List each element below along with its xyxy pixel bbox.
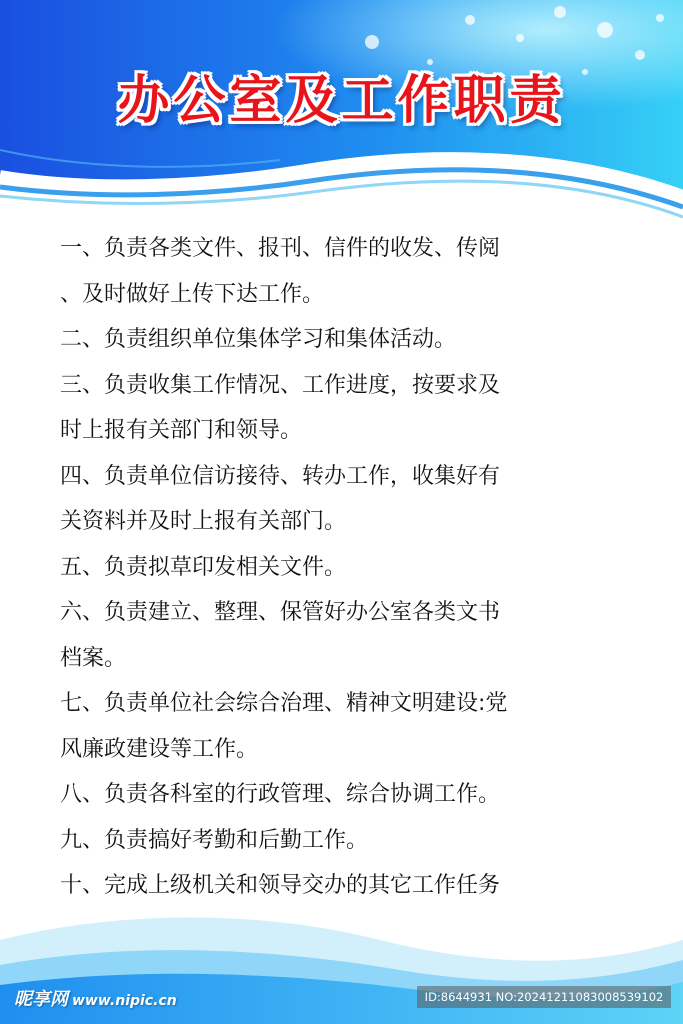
duty-line: 档案。 <box>60 645 127 671</box>
duty-line: 九、负责搞好考勤和后勤工作。 <box>60 827 369 853</box>
duty-line: 四、负责单位信访接待、转办工作，收集好有 <box>60 463 501 489</box>
image-id-badge: ID:8644931 NO:20241211083008539102 <box>417 986 671 1008</box>
watermark-brand: 昵享网 <box>14 989 68 1010</box>
page-title: 办公室及工作职责 <box>117 71 566 131</box>
duty-line: 十、完成上级机关和领导交办的其它工作任务 <box>60 873 501 898</box>
duty-line: 七、负责单位社会综合治理、精神文明建设:党 <box>60 691 508 716</box>
watermark <box>14 985 177 1011</box>
duty-line: 六、负责建立、整理、保管好办公室各类文书 <box>60 600 501 625</box>
duties-list <box>60 226 630 909</box>
duty-line: 一、负责各类文件、报刊、信件的收发、传阅 <box>60 236 501 261</box>
duty-line: 二、负责组织单位集体学习和集体活动。 <box>60 327 457 352</box>
duty-line: 八、负责各科室的行政管理、综合协调工作。 <box>60 782 501 807</box>
duty-line: 、及时做好上传下达工作。 <box>60 281 325 307</box>
duty-line: 时上报有关部门和领导。 <box>60 418 303 443</box>
watermark-url: www.nipic.cn <box>72 993 177 1009</box>
duty-line: 关资料并及时上报有关部门。 <box>60 509 347 534</box>
duty-line: 风廉政建设等工作。 <box>60 736 259 762</box>
duty-line: 五、负责拟草印发相关文件。 <box>60 554 347 580</box>
duty-line: 三、负责收集工作情况、工作进度，按要求及 <box>60 372 501 398</box>
